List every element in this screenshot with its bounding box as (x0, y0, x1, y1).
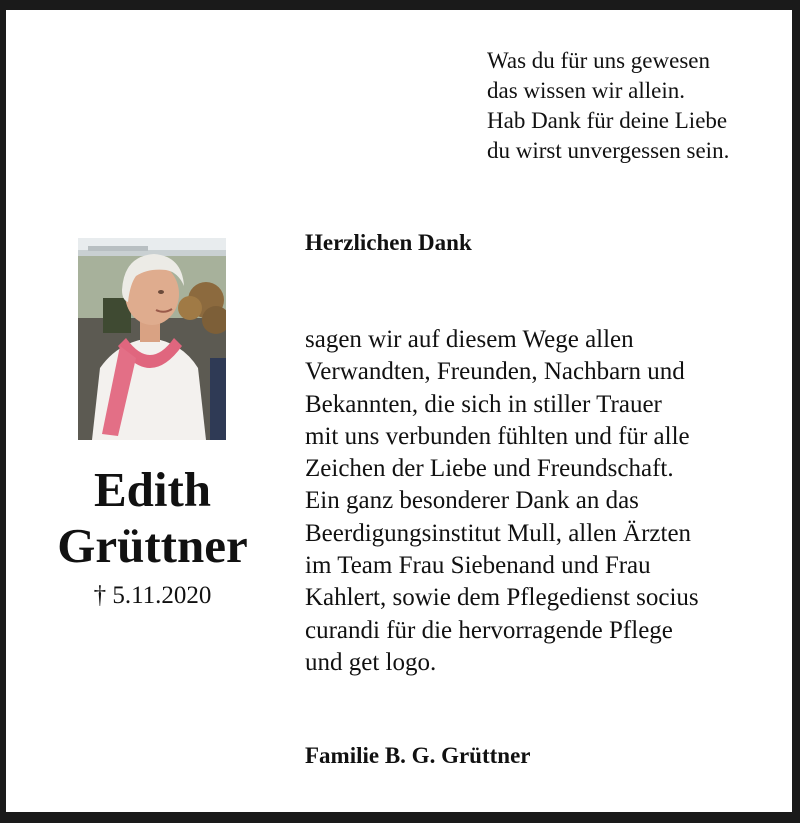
body-line: Bekannten, die sich in stiller Trauer (305, 390, 662, 418)
poem-line: Was du für uns gewesen (487, 48, 710, 73)
memorial-poem (487, 46, 787, 166)
body-line: Beerdigungsinstitut Mull, allen Ärzten (305, 519, 692, 547)
family-signature: Familie B. G. Grüttner (305, 743, 531, 768)
body-line: Kahlert, sowie dem Pflegedienst socius (305, 584, 699, 612)
deceased-first-name: Edith (93, 462, 212, 517)
body-line: Verwandten, Freunden, Nachbarn und (305, 358, 685, 386)
thanks-heading: Herzlichen Dank (305, 230, 472, 255)
death-date: † 5.11.2020 (93, 582, 212, 609)
body-line: Zeichen der Liebe und Freundschaft. (305, 455, 674, 483)
portrait-photo (78, 238, 226, 440)
body-line: mit uns verbunden fühlten und für alle (305, 422, 690, 450)
body-line: und get logo. (305, 648, 437, 676)
thanks-body (305, 324, 775, 679)
body-line: Ein ganz besonderer Dank an das (305, 487, 639, 515)
poem-line: das wissen wir allein. (487, 78, 686, 103)
poem-line: du wirst unvergessen sein. (487, 138, 730, 163)
body-line: curandi für die hervorragende Pflege (305, 616, 673, 644)
body-line: sagen wir auf diesem Wege allen (305, 326, 634, 353)
deceased-last-name: Grüttner (57, 518, 248, 573)
body-line: im Team Frau Siebenand und Frau (305, 552, 651, 580)
poem-line: Hab Dank für deine Liebe (487, 108, 728, 133)
